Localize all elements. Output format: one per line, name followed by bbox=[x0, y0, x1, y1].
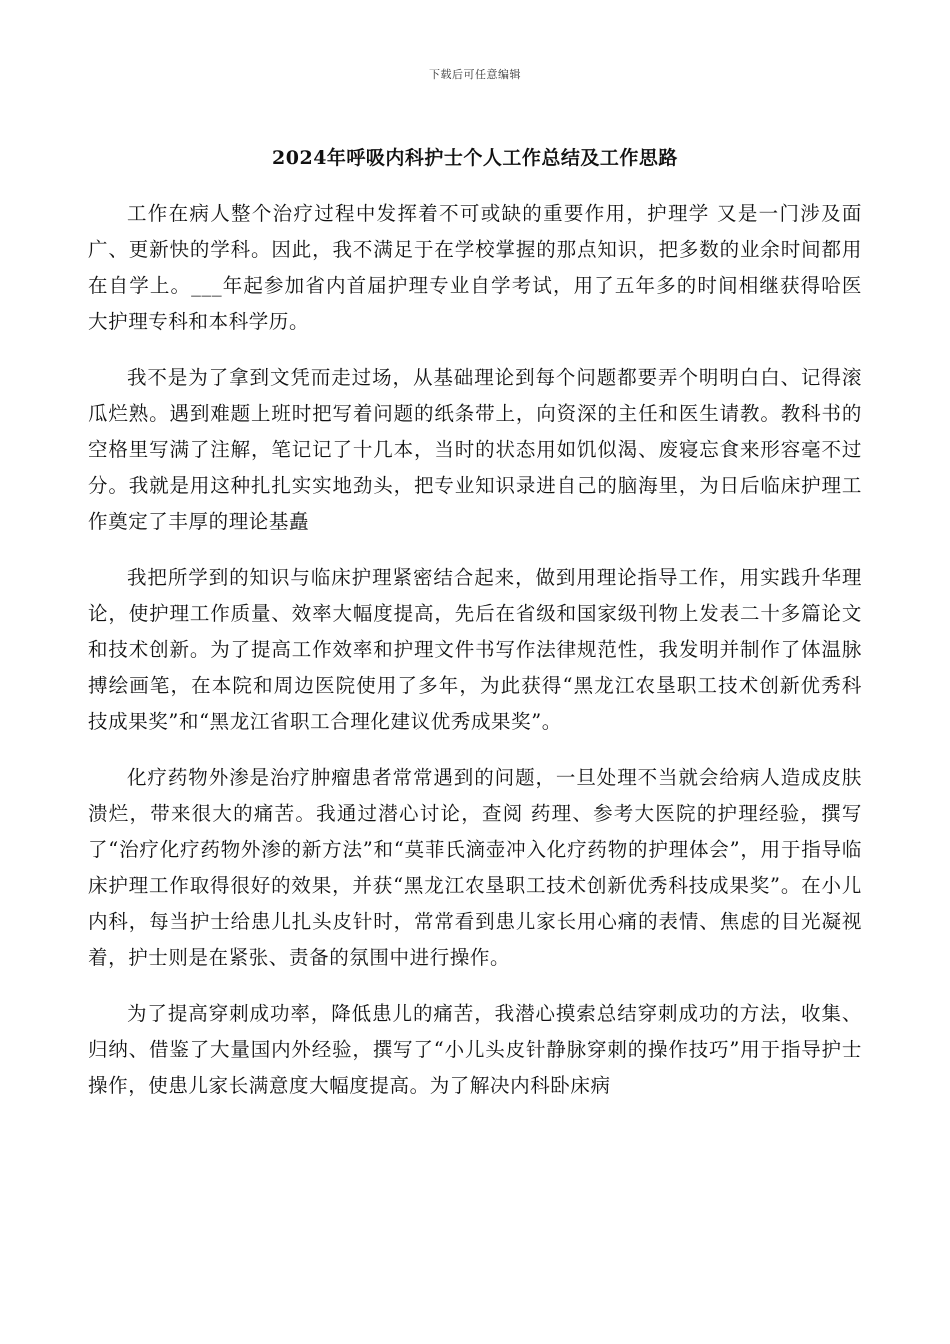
paragraph-4: 化疗药物外渗是治疗肿瘤患者常常遇到的问题，一旦处理不当就会给病人造成皮肤溃烂，带来很大的痛苦。我通过潜心讨论，查阅 药理、参考大医院的护理经验，撰写了“治疗化疗药物外渗的新方法”和“莫菲氏滴壶冲入化疗药物的护理体会”，用于指导临床护理工作取得很好的效果，并获“黑龙江农垦职工技术创新优秀科技成果奖”。在小儿内科，每当护士给患儿扎头皮针时，常常看到患儿家长用心痛的表情、焦虑的目光凝视着，护士则是在紧张、责备的氛围中进行操作。 bbox=[88, 766, 862, 969]
document-title: 2024年呼吸内科护士个人工作总结及工作思路 bbox=[272, 147, 678, 169]
document-body bbox=[88, 196, 862, 1124]
header-note: 下载后可任意编辑 bbox=[429, 68, 521, 81]
paragraph-3: 我把所学到的知识与临床护理紧密结合起来，做到用理论指导工作，用实践升华理论，使护理工作质量、效率大幅度提高，先后在省级和国家级刊物上发表二十多篇论文和技术创新。为了提高工作效率和护理文件书写作法律规范性，我发明并制作了体温脉搏绘画笔，在本院和周边医院使用了多年，为此获得“黑龙江农垦职工技术创新优秀科技成果奖”和“黑龙江省职工合理化建议优秀成果奖”。 bbox=[88, 566, 862, 733]
paragraph-5: 为了提高穿刺成功率，降低患儿的痛苦，我潜心摸索总结穿刺成功的方法，收集、归纳、借鉴了大量国内外经验，撰写了“小儿头皮针静脉穿刺的操作技巧”用于指导护士操作，使患儿家长满意度大幅度提高。为了解决内科卧床病 bbox=[88, 1002, 862, 1097]
paragraph-1: 工作在病人整个治疗过程中发挥着不可或缺的重要作用，护理学 又是一门涉及面广、更新快的学科。因此，我不满足于在学校掌握的那点知识，把多数的业余时间都用在自学上。___年起参加省内首届护理专业自学考试，用了五年多的时间相继获得哈医大护理专科和本科学历。 bbox=[88, 202, 862, 333]
paragraph-2: 我不是为了拿到文凭而走过场，从基础理论到每个问题都要弄个明明白白、记得滚瓜烂熟。遇到难题上班时把写着问题的纸条带上，向资深的主任和医生请教。教科书的空格里写满了注解，笔记记了十几本，当时的状态用如饥似渴、废寝忘食来形容毫不过分。我就是用这种扎扎实实地劲头，把专业知识录进自己的脑海里，为日后临床护理工作奠定了丰厚的理论基矗 bbox=[88, 366, 862, 533]
